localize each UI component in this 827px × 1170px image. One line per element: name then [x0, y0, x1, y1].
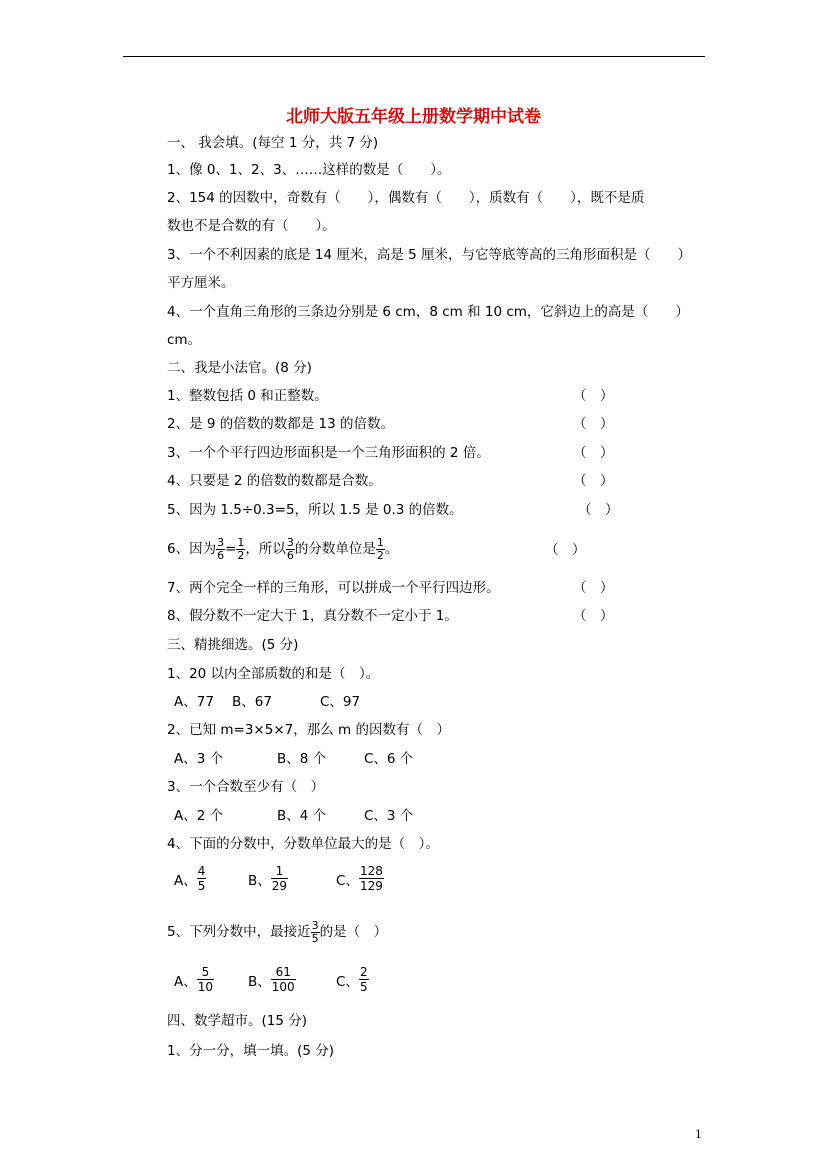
s2-item-7: 7、两个完全一样的三角形，可以拼成一个平行四边形。: [167, 580, 500, 596]
s4-question-1: 1、分一分，填一填。(5 分): [167, 1043, 335, 1059]
s2-q6-frac1-num: 3: [217, 535, 225, 549]
s2-q6-post: 的分数单位是: [294, 541, 376, 557]
s1-question-3-line1: 3、一个不利因素的底是 14 厘米，高是 5 厘米，与它等底等高的三角形面积是（ ）: [167, 247, 692, 263]
s3-q4-b-den: 29: [271, 879, 288, 893]
s2-q6-equals: =: [225, 541, 237, 557]
s3-q5-option-a-fraction: [197, 965, 214, 994]
s3-q5-option-b-fraction: [271, 965, 296, 994]
s2-item-4-answer: （ ）: [573, 473, 614, 489]
s3-q4-option-b: [248, 864, 288, 893]
s3-q3-option-a: A、2 个: [174, 808, 224, 824]
s3-q5-option-a: [174, 965, 214, 994]
s2-item-7-answer: （ ）: [573, 580, 614, 596]
s3-q4-a-den: 5: [197, 879, 206, 893]
s3-q4-option-b-label: B、: [248, 872, 271, 889]
s3-q4-option-c-fraction: [359, 864, 384, 893]
s3-q4-option-b-fraction: [271, 864, 288, 893]
s3-q5-a-den: 10: [197, 980, 214, 994]
section3-heading: 三、精挑细选。(5 分): [167, 637, 299, 653]
s3-q5-option-c-fraction: [359, 965, 369, 994]
s2-item-1-answer: （ ）: [573, 388, 614, 404]
section4-heading: 四、数学超市。(15 分): [167, 1013, 308, 1029]
s1-question-4-line2: cm。: [167, 332, 202, 348]
s3-question-2: 2、已知 m=3×5×7，那么 m 的因数有（ ）: [167, 722, 450, 738]
s2-q6-frac4: [376, 537, 385, 562]
s2-q6-frac3-num: 3: [286, 535, 294, 549]
s3-q4-option-a: [174, 864, 206, 893]
s3-question-3: 3、一个合数至少有（ ）: [167, 779, 325, 795]
s2-item-5-answer: （ ）: [578, 502, 619, 518]
s2-q6-frac1-den: 6: [217, 548, 225, 562]
s3-q5-option-c: [336, 965, 369, 994]
s2-item-5: 5、因为 1.5÷0.3=5，所以 1.5 是 0.3 的倍数。: [167, 502, 463, 518]
s2-item-6: [167, 532, 398, 566]
s2-item-3-answer: （ ）: [573, 445, 614, 461]
s3-q5-option-b: [248, 965, 296, 994]
s3-q2-option-b: B、8 个: [277, 751, 327, 767]
s2-q6-frac3-den: 6: [286, 548, 294, 562]
s3-q4-option-c-label: C、: [336, 872, 359, 889]
s3-q3-option-b: B、4 个: [277, 808, 327, 824]
s1-question-2-line1: 2、154 的因数中，奇数有（ ），偶数有（ ），质数有（ ），既不是质: [167, 190, 645, 206]
s2-q6-frac2-den: 2: [237, 548, 245, 562]
s3-question-4: 4、下面的分数中，分数单位最大的是（ ）。: [167, 836, 439, 852]
header-rule: [123, 56, 705, 57]
s3-q4-c-den: 129: [359, 879, 383, 893]
s3-q2-option-c: C、6 个: [364, 751, 414, 767]
s3-q5-c-num: 2: [359, 965, 368, 979]
s2-q6-pre: 6、因为: [167, 541, 217, 557]
s3-q5-a-num: 5: [201, 965, 210, 979]
s3-q3-option-c: C、3 个: [364, 808, 414, 824]
s2-q6-mid: ，所以: [245, 541, 286, 557]
s1-question-3-line2: 平方厘米。: [167, 275, 235, 291]
section1-heading: 一、 我会填。(每空 1 分，共 7 分): [167, 135, 379, 151]
s2-q6-frac2-num: 1: [237, 535, 245, 549]
s2-item-8-answer: （ ）: [573, 608, 614, 624]
s3-q4-c-num: 128: [359, 864, 383, 878]
s2-item-3: 3、一个个平行四边形面积是一个三角形面积的 2 倍。: [167, 445, 490, 461]
s3-q5-option-b-label: B、: [248, 973, 271, 990]
s3-q5-b-den: 100: [271, 980, 295, 994]
s2-item-1: 1、整数包括 0 和正整数。: [167, 388, 328, 404]
s2-q6-frac3: [286, 537, 295, 562]
s3-question-5: [167, 914, 387, 950]
s3-q1-option-a: A、77: [174, 694, 214, 710]
s3-q5-c-den: 5: [359, 980, 368, 994]
s2-item-4: 4、只要是 2 的倍数的数都是合数。: [167, 473, 382, 489]
s2-q6-frac1: [216, 537, 225, 562]
s1-question-4-line1: 4、一个直角三角形的三条边分别是 6 cm，8 cm 和 10 cm，它斜边上的高是（ ）: [167, 304, 689, 320]
s3-q5-pre: 5、下列分数中，最接近: [167, 924, 311, 940]
s3-q1-option-c: C、97: [320, 694, 361, 710]
s3-q5-num: 3: [311, 918, 319, 932]
s2-q6-frac2: [236, 537, 245, 562]
s3-question-1: 1、20 以内全部质数的和是（ ）。: [167, 666, 380, 682]
s2-item-2: 2、是 9 的倍数的数都是 13 的倍数。: [167, 416, 395, 432]
s1-question-1: 1、像 0、1、2、3、……这样的数是（ ）。: [167, 162, 451, 178]
s3-q5-option-a-label: A、: [174, 973, 197, 990]
s2-item-6-answer: （ ）: [545, 542, 586, 558]
s2-item-2-answer: （ ）: [573, 416, 614, 432]
s2-q6-frac4-den: 2: [376, 548, 384, 562]
page-number: 1: [695, 1128, 702, 1141]
section2-heading: 二、我是小法官。(8 分): [167, 360, 312, 376]
s3-q5-fraction: [311, 920, 320, 945]
s2-item-8: 8、假分数不一定大于 1，真分数不一定小于 1。: [167, 608, 458, 624]
s3-q4-option-a-label: A、: [174, 872, 197, 889]
s3-q5-b-num: 61: [275, 965, 291, 979]
s3-q5-den: 5: [311, 931, 319, 945]
s3-q4-option-a-fraction: [197, 864, 207, 893]
s3-q4-b-num: 1: [275, 864, 284, 878]
s3-q4-option-c: [336, 864, 384, 893]
s3-q1-option-b: B、67: [232, 694, 272, 710]
s3-q5-option-c-label: C、: [336, 973, 359, 990]
s3-q2-option-a: A、3 个: [174, 751, 224, 767]
page-title: 北师大版五年级上册数学期中试卷: [286, 107, 541, 127]
s2-q6-end: 。: [384, 541, 399, 557]
s2-q6-frac4-num: 1: [376, 535, 384, 549]
s1-question-2-line2: 数也不是合数的有（ ）。: [167, 218, 336, 234]
s3-q5-post: 的是（ ）: [319, 924, 388, 940]
s3-q4-a-num: 4: [197, 864, 206, 878]
